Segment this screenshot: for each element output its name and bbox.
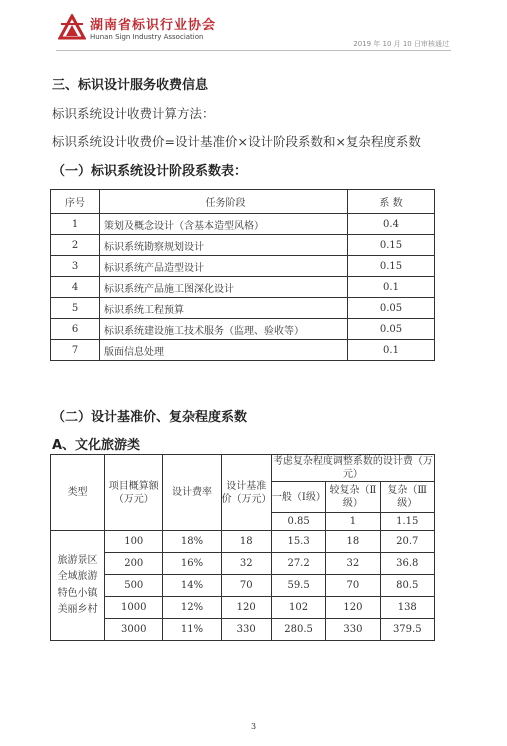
- column-header-level-1: 一般（Ⅰ级）: [271, 482, 325, 513]
- table-cell: 2: [51, 235, 100, 256]
- table-cell: 0.15: [348, 256, 435, 277]
- coefficient-cell: 1: [326, 513, 380, 531]
- section-title: 三、标识设计服务收费信息: [52, 78, 209, 93]
- table-cell: 80.5: [380, 575, 434, 597]
- table-cell: 16%: [163, 553, 221, 575]
- table-row: [51, 619, 435, 641]
- table-row: [51, 214, 435, 235]
- coefficient-cell: 1.15: [380, 513, 434, 531]
- table-cell: 120: [326, 597, 380, 619]
- table-row: [51, 256, 435, 277]
- method-label: 标识系统设计收费计算方法：: [52, 106, 215, 121]
- table-cell: 102: [271, 597, 325, 619]
- table-cell: 100: [105, 531, 163, 553]
- table-row: [51, 298, 435, 319]
- table-cell: 280.5: [271, 619, 325, 641]
- price-section-heading: （二）设计基准价、复杂程度系数: [52, 410, 248, 425]
- org-name-cn: 湖南省标识行业协会: [90, 18, 217, 33]
- table-cell: 18: [221, 531, 271, 553]
- table-cell: 3: [51, 256, 100, 277]
- table-cell: 3000: [105, 619, 163, 641]
- table-cell: 标识系统产品施工图深化设计: [100, 277, 348, 298]
- column-header: 系 数: [348, 190, 435, 214]
- table-cell: 标识系统产品造型设计: [100, 256, 348, 277]
- table-cell: 1: [51, 214, 100, 235]
- column-header-rate: 设计费率: [163, 455, 221, 531]
- category-heading: A、文化旅游类: [52, 438, 141, 453]
- stage-table-heading: （一）标识系统设计阶段系数表：: [52, 164, 248, 179]
- table-cell: 5: [51, 298, 100, 319]
- table-cell: 379.5: [380, 619, 434, 641]
- table-cell: 500: [105, 575, 163, 597]
- table-cell: 36.8: [380, 553, 434, 575]
- table-cell: 27.2: [271, 553, 325, 575]
- table-cell: 32: [326, 553, 380, 575]
- table-cell: 15.3: [271, 531, 325, 553]
- table-cell: 70: [326, 575, 380, 597]
- table-cell: 版面信息处理: [100, 340, 348, 361]
- table-cell: 120: [221, 597, 271, 619]
- table-row: [51, 277, 435, 298]
- base-price-table: [50, 454, 435, 641]
- page-number: 3: [250, 722, 257, 731]
- approval-note: 2019 年 10 月 10 日审核通过: [353, 40, 449, 48]
- table-cell: 标识系统工程预算: [100, 298, 348, 319]
- column-header: 任务阶段: [100, 190, 348, 214]
- table-row: [51, 553, 435, 575]
- fee-formula: 标识系统设计收费价=设计基准价×设计阶段系数和×复杂程度系数: [52, 134, 421, 149]
- coefficient-cell: 0.85: [271, 513, 325, 531]
- table-cell: 0.1: [348, 340, 435, 361]
- table-cell: 138: [380, 597, 434, 619]
- table-cell: 18: [326, 531, 380, 553]
- table-cell: 14%: [163, 575, 221, 597]
- table-row: [51, 319, 435, 340]
- table-cell: 70: [221, 575, 271, 597]
- type-cell: 旅游景区全域旅游特色小镇美丽乡村: [51, 531, 105, 641]
- table-cell: 200: [105, 553, 163, 575]
- column-header-amount: 项目概算额（万元）: [105, 455, 163, 531]
- column-header: 序号: [51, 190, 100, 214]
- table-header-row: [51, 455, 435, 482]
- column-header-level-3: 复杂（Ⅲ级）: [380, 482, 434, 513]
- table-cell: 330: [221, 619, 271, 641]
- table-cell: 0.05: [348, 298, 435, 319]
- table-cell: 4: [51, 277, 100, 298]
- table-cell: 59.5: [271, 575, 325, 597]
- header-divider: [56, 50, 451, 51]
- table-cell: 18%: [163, 531, 221, 553]
- table-cell: 12%: [163, 597, 221, 619]
- column-header-base: 设计基准价（万元）: [221, 455, 271, 531]
- table-row: [51, 575, 435, 597]
- table-cell: 0.4: [348, 214, 435, 235]
- table-cell: 0.05: [348, 319, 435, 340]
- table-cell: 0.1: [348, 277, 435, 298]
- column-header-adjusted: 考虑复杂程度调整系数的设计费（万元）: [272, 456, 433, 480]
- column-header-type: 类型: [51, 455, 105, 531]
- column-header-level-2: 较复杂（Ⅱ级）: [326, 482, 380, 513]
- org-name-en: Hunan Sign Industry Association: [90, 33, 204, 41]
- stage-coefficient-table: [50, 189, 435, 361]
- table-cell: 策划及概念设计（含基本造型风格）: [100, 214, 348, 235]
- table-row: [51, 597, 435, 619]
- table-cell: 32: [221, 553, 271, 575]
- table-cell: 7: [51, 340, 100, 361]
- table-row: [51, 235, 435, 256]
- table-row: [51, 340, 435, 361]
- table-cell: 6: [51, 319, 100, 340]
- table-cell: 1000: [105, 597, 163, 619]
- document-header: [0, 0, 507, 52]
- table-cell: 标识系统勘察规划设计: [100, 235, 348, 256]
- table-cell: 0.15: [348, 235, 435, 256]
- table-header-row: [51, 190, 435, 214]
- table-cell: 11%: [163, 619, 221, 641]
- table-cell: 330: [326, 619, 380, 641]
- table-row: [51, 531, 435, 553]
- association-logo-icon: [58, 14, 86, 42]
- table-cell: 20.7: [380, 531, 434, 553]
- table-cell: 标识系统建设施工技术服务（监理、验收等）: [100, 319, 348, 340]
